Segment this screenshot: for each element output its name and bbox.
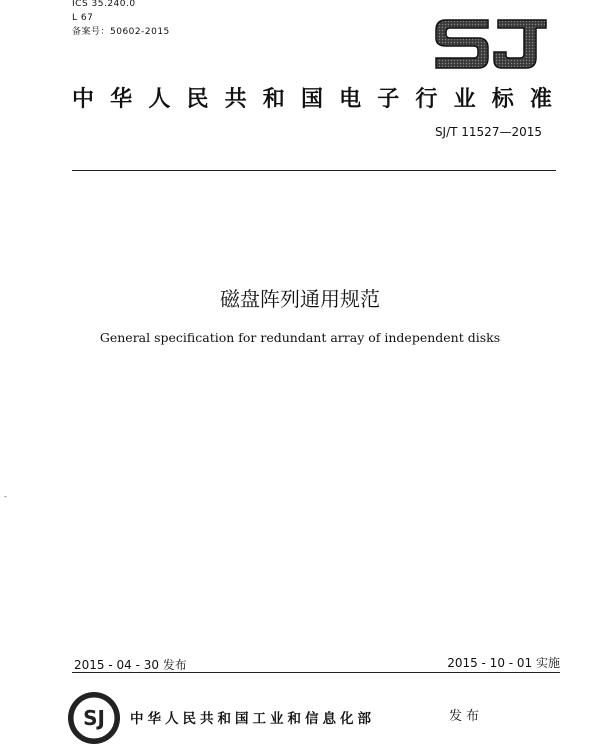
standard-number: SJ/T 11527—2015 bbox=[434, 125, 542, 139]
organization-char: 共 bbox=[224, 87, 247, 112]
ministry-seal-icon bbox=[66, 690, 122, 746]
organization-char: 民 bbox=[186, 87, 209, 112]
organization-char: 标 bbox=[491, 87, 514, 112]
publish-date: 2015 - 04 - 30 发布 bbox=[74, 658, 187, 672]
title-chinese: 磁盘阵列通用规范 bbox=[220, 287, 380, 311]
title-english: General specification for redundant array of independent disks bbox=[99, 330, 501, 345]
issue-label: 发布 bbox=[449, 709, 484, 724]
header-meta bbox=[72, 0, 170, 39]
organization-name bbox=[72, 82, 552, 113]
organization-char: 子 bbox=[377, 87, 400, 112]
issuer-name: 中华人民共和国工业和信息化部 bbox=[130, 711, 375, 727]
sj-logo-icon bbox=[432, 14, 550, 72]
implement-date: 2015 - 10 - 01 实施 bbox=[447, 656, 560, 670]
organization-char: 华 bbox=[110, 87, 133, 112]
organization-char: 国 bbox=[300, 87, 323, 112]
organization-char: 行 bbox=[415, 87, 438, 112]
margin-mark: - bbox=[4, 492, 7, 501]
ics-code: ICS 35.240.0 bbox=[72, 0, 136, 9]
organization-char: 电 bbox=[339, 87, 362, 112]
seal-text: SJ bbox=[83, 706, 105, 730]
organization-char: 和 bbox=[262, 87, 285, 112]
bottom-divider bbox=[72, 672, 560, 673]
organization-char: 准 bbox=[529, 87, 552, 112]
organization-char: 人 bbox=[148, 87, 171, 112]
top-divider bbox=[72, 170, 556, 171]
ccs-code: L 67 bbox=[72, 13, 94, 23]
organization-char: 中 bbox=[72, 87, 95, 112]
organization-char: 业 bbox=[453, 87, 476, 112]
record-number: 备案号：50602-2015 bbox=[72, 27, 170, 37]
